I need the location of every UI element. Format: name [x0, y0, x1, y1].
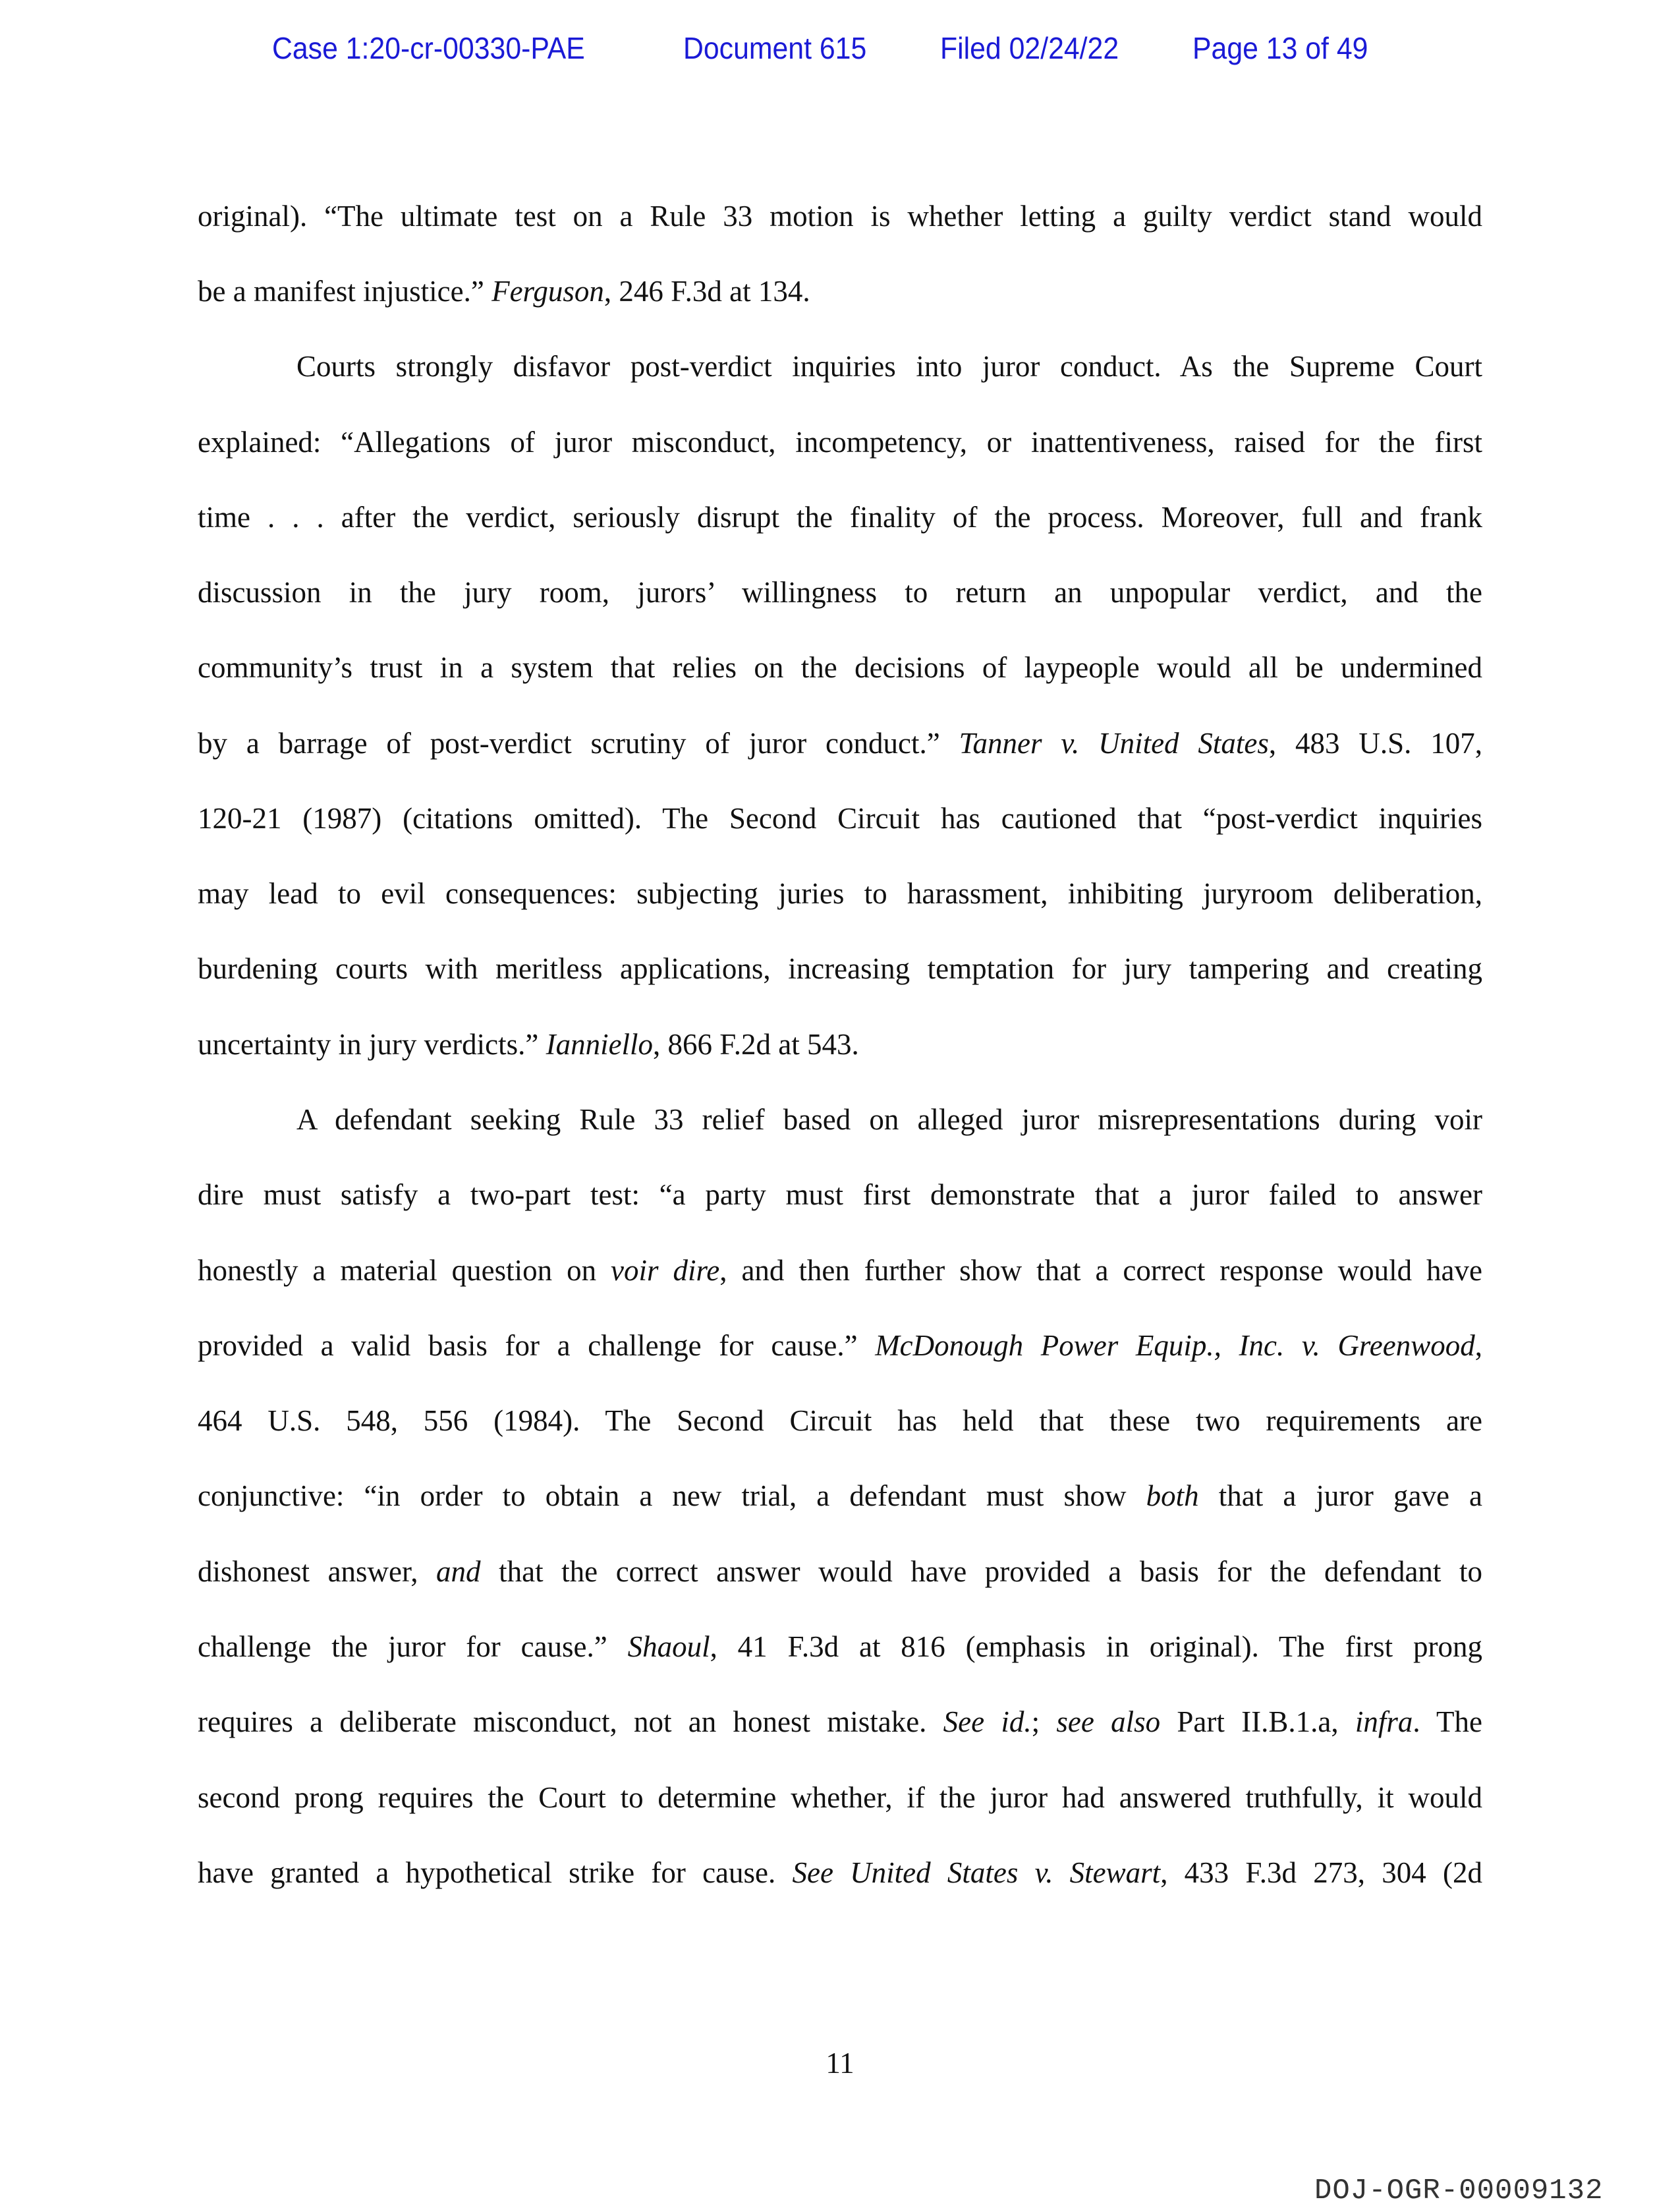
text-line	[198, 1026, 1482, 1063]
text-line	[198, 1402, 1482, 1439]
text-run: , 246 F.3d at 134.	[603, 275, 810, 308]
text-line	[198, 800, 1482, 837]
text-run: may lead to evil consequences: subjecting juries to harassment, inhibiting juryroom deliberation,	[198, 877, 1482, 910]
text-line	[198, 1252, 1482, 1289]
text-run: original). “The ultimate test on a Rule 33 motion is whether letting a guilty verdict stand would	[198, 200, 1482, 233]
text-line	[198, 1327, 1482, 1364]
text-line	[198, 198, 1482, 235]
bates-number: DOJ-OGR-00009132	[1314, 2174, 1604, 2207]
citation-italic: infra	[1355, 1705, 1413, 1738]
text-line	[198, 875, 1482, 912]
text-line	[198, 1779, 1482, 1816]
text-run: community’s trust in a system that relies on the decisions of laypeople would all be undermined	[198, 651, 1482, 684]
text-run: discussion in the jury room, jurors’ willingness to return an unpopular verdict, and the	[198, 576, 1482, 609]
document-number: Document 615	[683, 31, 867, 65]
citation-italic: Ferguson	[491, 275, 604, 308]
text-run: challenge the juror for cause.”	[198, 1630, 628, 1663]
text-run: time . . . after the verdict, seriously disrupt the finality of the process. Moreover, full and frank	[198, 501, 1482, 534]
text-line	[198, 1553, 1482, 1590]
text-run: ;	[1031, 1705, 1057, 1738]
citation-italic: Ianniello	[546, 1028, 654, 1061]
text-line	[198, 424, 1482, 461]
text-run: explained: “Allegations of juror misconduct, incompetency, or inattentiveness, raised for the first	[198, 426, 1482, 459]
text-run: Courts strongly disfavor post-verdict inquiries into juror conduct. As the Supreme Court	[296, 350, 1482, 383]
text-run: dire must satisfy a two-part test: “a party must first demonstrate that a juror failed to answer	[198, 1178, 1482, 1211]
text-run: A defendant seeking Rule 33 relief based on alleged juror misrepresentations during voir	[296, 1103, 1482, 1136]
text-run: that a juror gave a	[1198, 1479, 1482, 1512]
citation-italic: See id.	[943, 1705, 1032, 1738]
text-run: , 433 F.3d 273, 304 (2d	[1160, 1856, 1482, 1889]
text-line	[198, 1477, 1482, 1514]
text-line	[198, 1703, 1482, 1740]
citation-italic: See United States v. Stewart	[792, 1856, 1161, 1889]
text-run: conjunctive: “in order to obtain a new trial, a defendant must show	[198, 1479, 1146, 1512]
text-run: 120-21 (1987) (citations omitted). The Second Circuit has cautioned that “post-verdict inquiries	[198, 802, 1482, 835]
citation-italic: and	[436, 1555, 481, 1588]
text-run: honestly a material question on	[198, 1254, 611, 1287]
text-run: uncertainty in jury verdicts.”	[198, 1028, 546, 1061]
text-line	[198, 499, 1482, 536]
text-line	[198, 725, 1482, 762]
citation-italic: see also	[1056, 1705, 1161, 1738]
text-line	[198, 574, 1482, 611]
citation-italic: McDonough Power Equip., Inc. v. Greenwood	[875, 1329, 1475, 1362]
page-count: Page 13 of 49	[1192, 31, 1368, 65]
citation-italic: Tanner v. United States	[959, 727, 1269, 760]
text-run: , and then further show that a correct response would have	[719, 1254, 1482, 1287]
text-line	[198, 1176, 1482, 1213]
text-run: , 866 F.2d at 543.	[653, 1028, 859, 1061]
paragraph-start-line	[296, 1101, 1482, 1138]
text-run: second prong requires the Court to determine whether, if the juror had answered truthfully, it would	[198, 1781, 1482, 1814]
case-number: Case 1:20-cr-00330-PAE	[272, 31, 585, 65]
text-run: be a manifest injustice.”	[198, 275, 492, 308]
text-run: ,	[1474, 1329, 1482, 1362]
text-run: 464 U.S. 548, 556 (1984). The Second Circuit has held that these two requirements are	[198, 1404, 1482, 1437]
text-run: , 483 U.S. 107,	[1268, 727, 1482, 760]
page-number: 11	[826, 2047, 854, 2080]
court-filing-header	[0, 26, 1680, 72]
text-line	[198, 273, 1482, 310]
text-run: Part II.B.1.a,	[1160, 1705, 1355, 1738]
text-run: , 41 F.3d at 816 (emphasis in original). The first prong	[710, 1630, 1482, 1663]
text-line	[198, 950, 1482, 987]
citation-italic: Shaoul	[627, 1630, 710, 1663]
text-run: that the correct answer would have provided a basis for the defendant to	[480, 1555, 1482, 1588]
citation-italic: both	[1146, 1479, 1199, 1512]
citation-italic: voir dire	[611, 1254, 720, 1287]
text-line	[198, 1854, 1482, 1891]
text-line	[198, 1628, 1482, 1665]
text-run: dishonest answer,	[198, 1555, 437, 1588]
filed-date: Filed 02/24/22	[940, 31, 1119, 65]
paragraph-start-line	[296, 348, 1482, 385]
text-run: burdening courts with meritless applications, increasing temptation for jury tampering and creating	[198, 952, 1482, 985]
text-run: by a barrage of post-verdict scrutiny of juror conduct.”	[198, 727, 959, 760]
text-run: have granted a hypothetical strike for cause.	[198, 1856, 793, 1889]
text-run: requires a deliberate misconduct, not an honest mistake.	[198, 1705, 943, 1738]
text-run: provided a valid basis for a challenge for cause.”	[198, 1329, 876, 1362]
text-run: . The	[1413, 1705, 1483, 1738]
text-line	[198, 649, 1482, 686]
